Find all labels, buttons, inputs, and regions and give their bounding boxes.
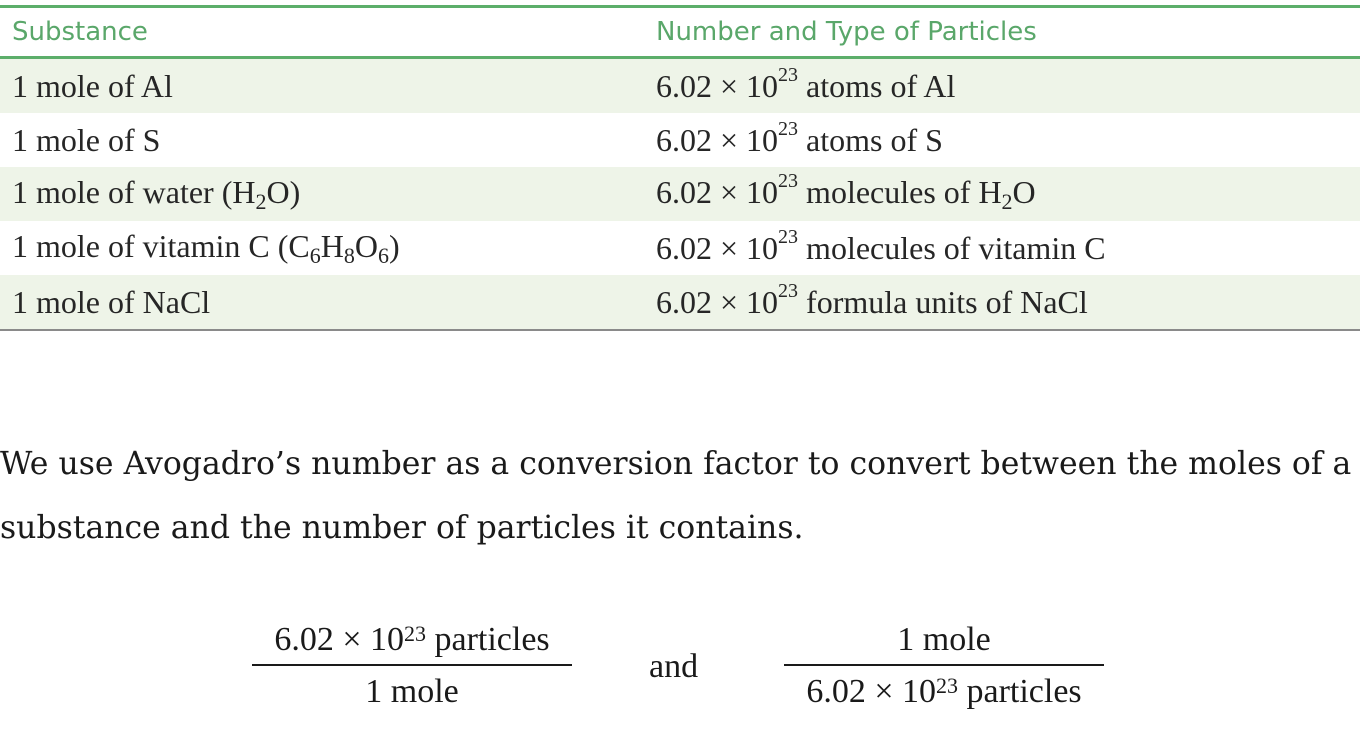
explanation-paragraph [0,432,1368,560]
particles-cell: $6.02 \times 10^{23}$ formula units of NaCl [656,279,1088,320]
substance-cell: 1 mole of S [12,121,161,158]
fraction-denominator: 1 mole [365,673,459,710]
header-substance: Substance [12,17,148,47]
fraction-numerator: 1 mole [784,620,1104,666]
substance-cell: 1 mole of Al [12,67,173,104]
table-row [0,167,1360,221]
paragraph-line-2: substance and the number of particles it contains. [0,510,804,546]
fraction-numerator: $6.02 \times 10^{23}$ particles [252,620,572,666]
conversion-factor-left [252,620,572,714]
particles-cell: $6.02 \times 10^{23}$ atoms of S [656,117,943,158]
particles-cell: $6.02 \times 10^{23}$ molecules of $H_2O$ [656,169,1036,214]
substance-cell: 1 mole of water $(H_2O)$ [12,173,301,214]
conversion-factor-right [784,620,1104,714]
table-row [0,59,1360,113]
table-header-row [0,8,1360,59]
fraction-denominator: $6.02 \times 10^{23}$ particles [806,673,1082,710]
substance-cell: 1 mole of vitamin C $(C_6H_8O_6)$ [12,227,400,268]
connector-and: and [649,648,699,685]
table-row [0,221,1360,275]
particles-cell: $6.02 \times 10^{23}$ atoms of Al [656,63,956,104]
particles-cell: $6.02 \times 10^{23}$ molecules of vitamin C [656,225,1106,266]
substances-table [0,5,1360,331]
paragraph-line-1: We use Avogadro’s number as a conversion factor to convert between the moles of a [0,446,1352,482]
substance-cell: 1 mole of NaCl [12,283,211,320]
table-row [0,275,1360,331]
header-particles: Number and Type of Particles [656,17,1037,47]
table-row [0,113,1360,167]
